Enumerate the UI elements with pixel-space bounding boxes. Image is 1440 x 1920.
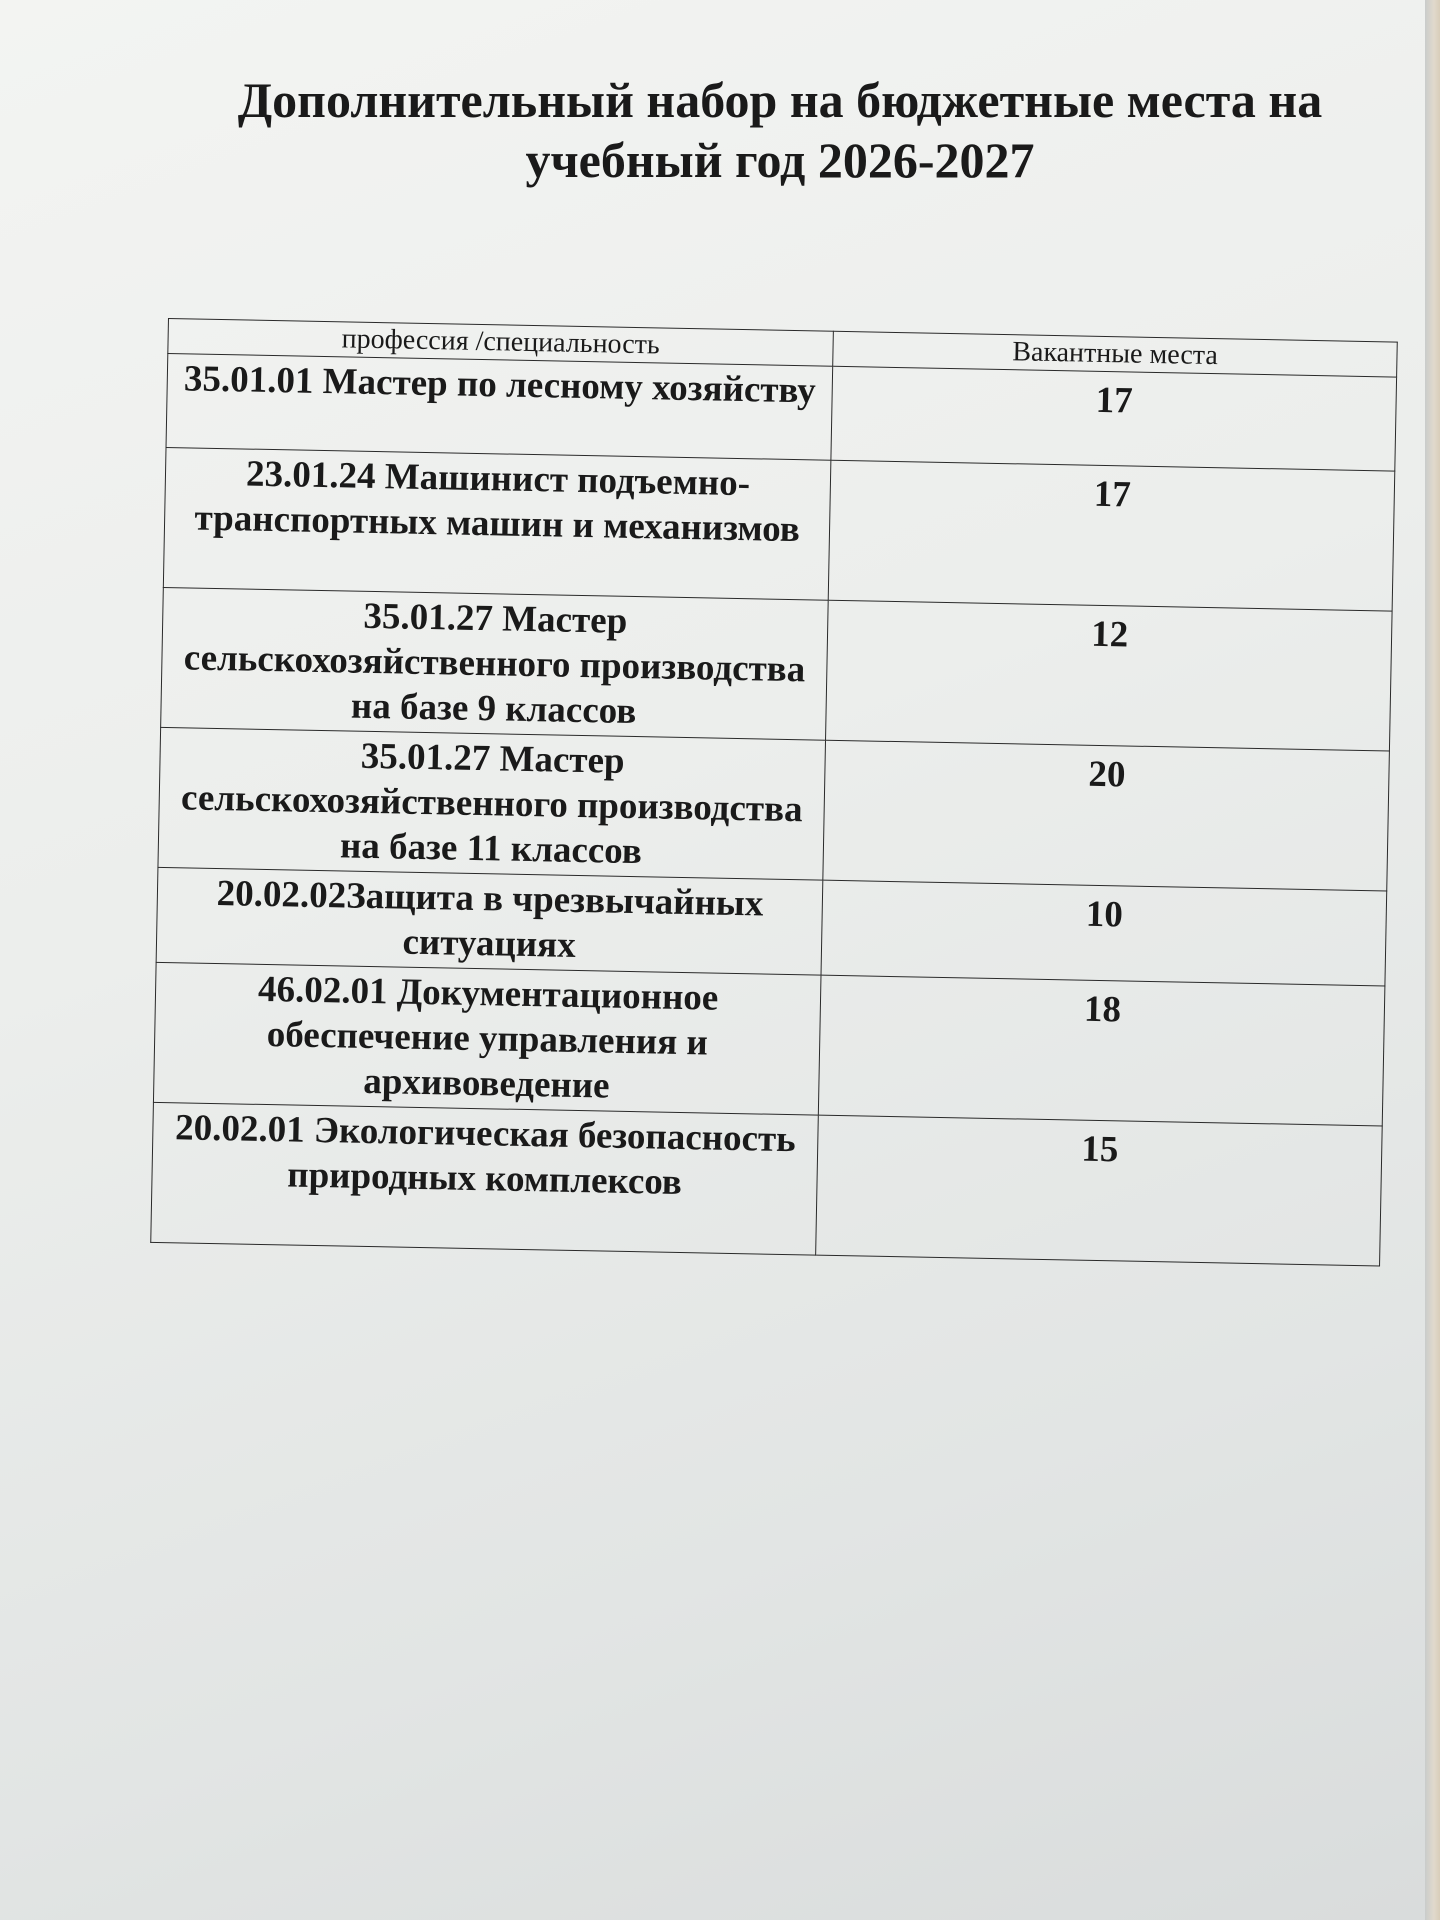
table-row [158, 727, 1389, 891]
vacancies-cell: 12 [826, 600, 1392, 751]
paper-edge [1425, 0, 1440, 1920]
profession-cell: 35.01.27 Мастер сельскохозяйственного производства на базе 11 классов [158, 727, 826, 880]
profession-cell: 20.02.01 Экологическая безопасность природных комплексов [151, 1102, 819, 1255]
vacancies-cell: 20 [823, 740, 1389, 891]
header-vacancies: Вакантные места [833, 331, 1397, 377]
page-title [160, 70, 1400, 190]
profession-cell: 46.02.01 Документационное обеспечение управления и архивоведение [153, 962, 821, 1115]
profession-cell: 20.02.02Защита в чрезвычайных ситуациях [156, 867, 823, 975]
vacancies-cell: 17 [828, 460, 1394, 611]
table-row [161, 587, 1392, 751]
profession-cell: 35.01.27 Мастер сельскохозяйственного производства на базе 9 классов [161, 587, 829, 740]
header-profession: профессия /специальность [168, 319, 834, 367]
vacancies-cell: 15 [816, 1115, 1382, 1266]
vacancies-cell: 17 [831, 366, 1397, 471]
vacancies-table [150, 318, 1398, 1266]
table-row [163, 447, 1394, 611]
title-line-1: Дополнительный набор на бюджетные места на [237, 72, 1323, 128]
table-row [151, 1102, 1382, 1266]
profession-cell: 23.01.24 Машинист подъемно-транспортных машин и механизмов [163, 447, 831, 600]
profession-cell: 35.01.01 Мастер по лесному хозяйству [166, 354, 833, 461]
table-row [153, 962, 1384, 1126]
title-line-2: учебный год 2026-2027 [525, 132, 1035, 188]
vacancies-cell: 18 [819, 975, 1385, 1126]
vacancies-cell: 10 [821, 880, 1387, 986]
